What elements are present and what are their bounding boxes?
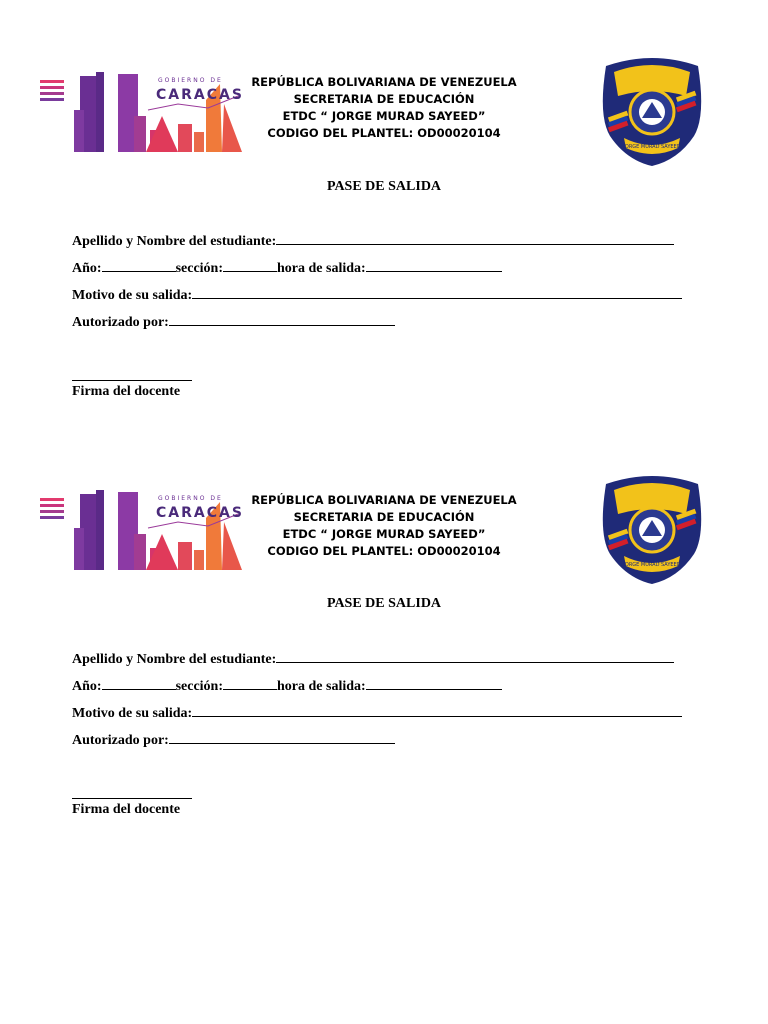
year-label: Año: — [72, 679, 102, 694]
year-section-time-row — [72, 259, 502, 277]
authorized-by-blank[interactable] — [169, 731, 395, 744]
teacher-signature-label: Firma del docente — [72, 384, 181, 399]
student-name-field[interactable] — [72, 232, 674, 250]
section-label: sección: — [175, 261, 223, 276]
school-badge-logo — [598, 56, 706, 168]
header-line-1: REPÚBLICA BOLIVARIANA DE VENEZUELA — [251, 493, 517, 507]
exit-time-blank[interactable] — [366, 677, 502, 690]
header-line-2: SECRETARIA DE EDUCACIÓN — [293, 510, 475, 524]
logo-top-text: GOBIERNO DE — [158, 495, 223, 502]
exit-reason-field[interactable] — [72, 704, 682, 722]
header-line-3: ETDC “ JORGE MURAD SAYEED” — [282, 527, 486, 541]
logo-main-text: CARACAS — [156, 505, 244, 521]
year-section-time-row — [72, 677, 502, 695]
header-line-4: CODIGO DEL PLANTEL: OD00020104 — [267, 126, 501, 140]
exit-time-label: hora de salida: — [277, 679, 366, 694]
exit-reason-blank[interactable] — [192, 704, 682, 717]
student-name-label: Apellido y Nombre del estudiante: — [72, 652, 277, 667]
student-name-blank[interactable] — [276, 232, 674, 245]
signature-line[interactable] — [72, 798, 192, 799]
school-badge-logo — [598, 474, 706, 586]
signature-line[interactable] — [72, 380, 192, 381]
authorized-by-field[interactable] — [72, 731, 395, 749]
exit-time-label: hora de salida: — [277, 261, 366, 276]
exit-reason-label: Motivo de su salida: — [72, 706, 193, 721]
header-line-3: ETDC “ JORGE MURAD SAYEED” — [282, 109, 486, 123]
logo-main-text: CARACAS — [156, 87, 244, 103]
header-line-4: CODIGO DEL PLANTEL: OD00020104 — [267, 544, 501, 558]
student-name-blank[interactable] — [276, 650, 674, 663]
authorized-by-label: Autorizado por: — [72, 315, 169, 330]
exit-pass-slip-2 — [0, 418, 768, 818]
section-label: sección: — [175, 679, 223, 694]
authorized-by-label: Autorizado por: — [72, 733, 169, 748]
year-blank[interactable] — [102, 259, 176, 272]
institution-header — [244, 74, 524, 142]
teacher-signature-label: Firma del docente — [72, 802, 181, 817]
header-line-1: REPÚBLICA BOLIVARIANA DE VENEZUELA — [251, 75, 517, 89]
gobierno-de-caracas-logo — [38, 488, 244, 572]
authorized-by-field[interactable] — [72, 313, 395, 331]
authorized-by-blank[interactable] — [169, 313, 395, 326]
exit-reason-field[interactable] — [72, 286, 682, 304]
exit-pass-slip-1 — [0, 0, 768, 400]
document-title: PASE DE SALIDA — [326, 179, 442, 194]
badge-ring-text: JORGE MURAD SAYEED — [623, 144, 681, 150]
badge-ring-text: JORGE MURAD SAYEED — [623, 562, 681, 568]
exit-reason-label: Motivo de su salida: — [72, 288, 193, 303]
section-blank[interactable] — [223, 259, 277, 272]
logo-top-text: GOBIERNO DE — [158, 77, 223, 84]
gobierno-de-caracas-logo — [38, 70, 244, 154]
exit-reason-blank[interactable] — [192, 286, 682, 299]
document-title: PASE DE SALIDA — [326, 596, 442, 611]
year-label: Año: — [72, 261, 102, 276]
header-line-2: SECRETARIA DE EDUCACIÓN — [293, 92, 475, 106]
year-blank[interactable] — [102, 677, 176, 690]
section-blank[interactable] — [223, 677, 277, 690]
exit-time-blank[interactable] — [366, 259, 502, 272]
institution-header — [244, 492, 524, 560]
student-name-label: Apellido y Nombre del estudiante: — [72, 234, 277, 249]
student-name-field[interactable] — [72, 650, 674, 668]
